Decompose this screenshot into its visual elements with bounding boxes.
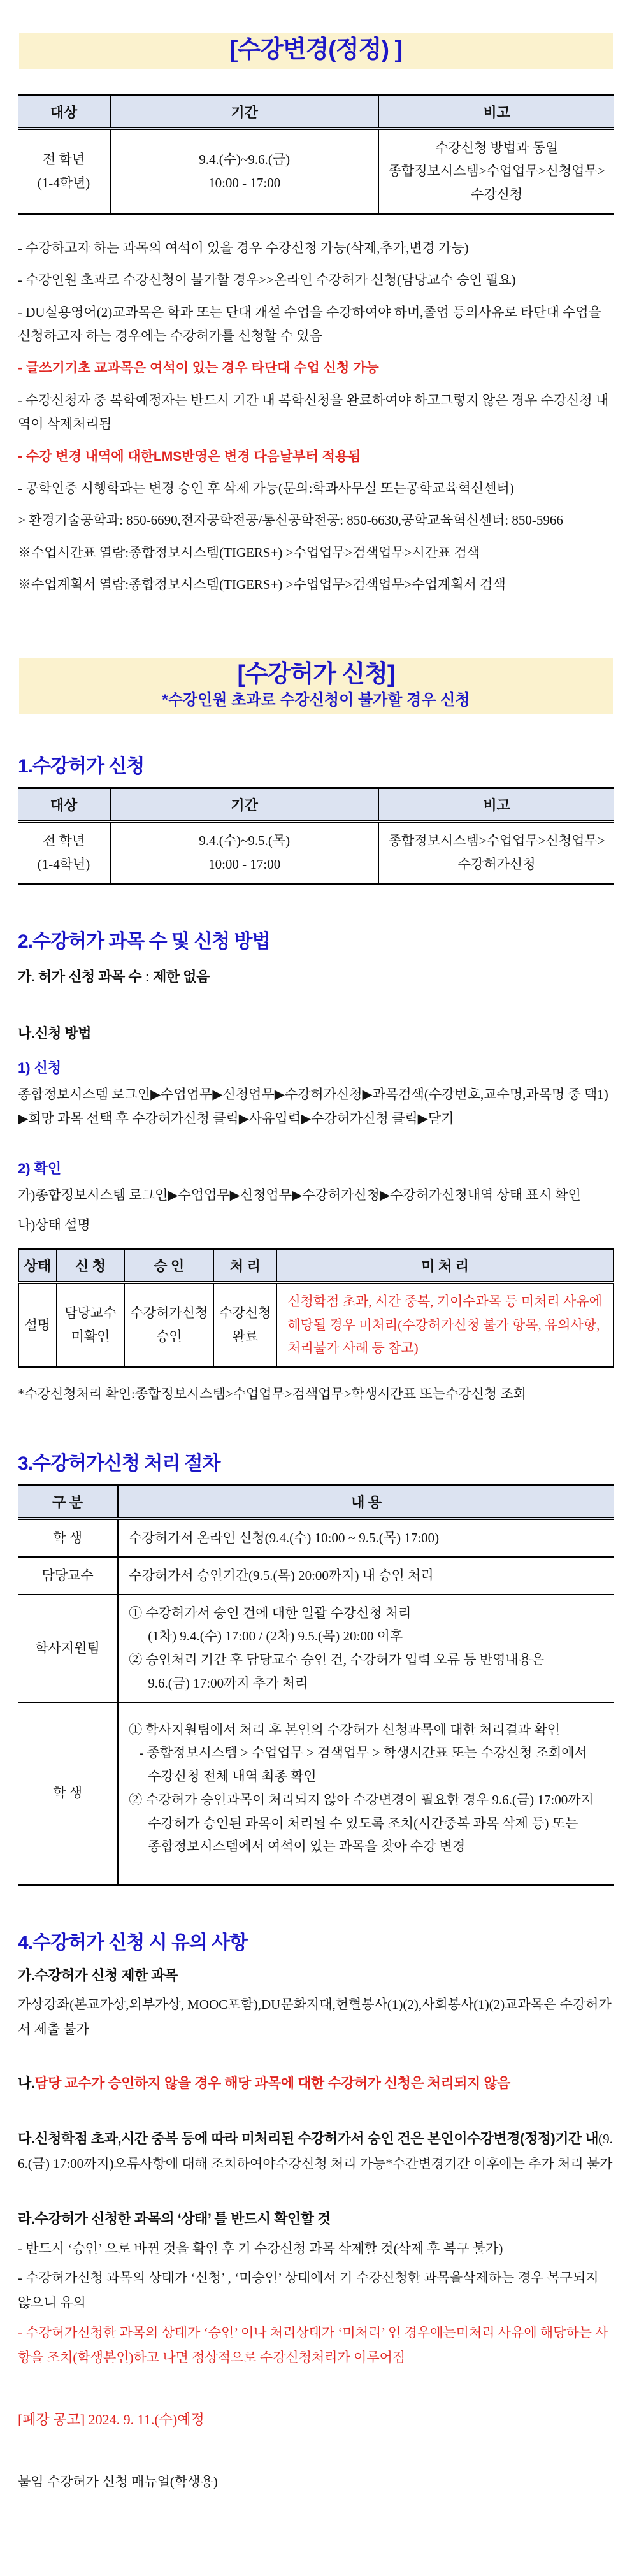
- course-change-notes: [18, 236, 614, 597]
- target-line: (1-4학년): [37, 175, 90, 191]
- process-line: 수강허가서 승인기간(9.5.(목) 20:00까지) 내 승인 처리: [129, 1567, 434, 1583]
- period-line: 10:00 - 17:00: [208, 175, 281, 191]
- process-table-header-row: [18, 1486, 614, 1519]
- section4-sub-c-rest: (9. 6.(금) 17:00까지)오류사항에 대해 조치하여야수강신청 처리 가능*수간변경기간 이후에는 추가 처리 불가: [18, 2131, 613, 2172]
- col-header-target: 대상: [18, 788, 110, 822]
- section2-step1-text: 종합정보시스템 로그인▶수업업무▶신청업무▶수강허가신청▶과목검색(수강번호,교수명,과목명 중 택1)▶희망 과목 선택 후 수강허가신청 클릭▶사유입력▶수강허가신청 클릭▶닫기: [18, 1086, 608, 1127]
- note-cell: [378, 821, 614, 883]
- period-cell: [110, 821, 378, 883]
- permission-period-table: [18, 787, 614, 885]
- note-line: 종합정보시스템>수업업무>신청업무>: [388, 833, 605, 849]
- note-cell: [378, 129, 614, 214]
- note-line: 수강신청 방법과 동일: [435, 140, 559, 156]
- section4-sub-b: [18, 2071, 614, 2095]
- col-header-note: 비고: [378, 95, 614, 129]
- process-line: 수강허가서 온라인 신청(9.4.(수) 10:00 ~ 9.5.(목) 17:00): [129, 1530, 440, 1546]
- process-row-label: 학사지원팀: [18, 1595, 118, 1702]
- period-line: 9.4.(수)~9.6.(금): [199, 152, 291, 168]
- process-row-academic-team: [18, 1595, 614, 1702]
- status-table: [18, 1248, 614, 1368]
- process-line: ② 승인처리 기간 후 담당교수 승인 건, 수강허가 입력 오류 등 반영내용은: [129, 1652, 545, 1668]
- status-process-cell: [213, 1282, 276, 1368]
- process-row-content: [118, 1702, 614, 1885]
- section3-heading: 3.수강허가신청 처리 절차: [18, 1453, 220, 1475]
- section2-sub-b: 나.신청 방법: [18, 1025, 91, 1042]
- status-table-header-row: [18, 1248, 614, 1282]
- section4-sub-c: [18, 2127, 614, 2176]
- col-header-unprocessed: 미 처 리: [276, 1248, 614, 1282]
- process-line: ② 수강허가 승인과목이 처리되지 않아 수강변경이 필요한 경우 9.6.(금) 17:00까지: [129, 1791, 594, 1807]
- process-line: ① 학사지원팀에서 처리 후 본인의 수강허가 신청과목에 대한 처리결과 확인: [129, 1721, 561, 1737]
- process-line: ① 수강허가서 승인 건에 대한 일괄 수강신청 처리: [129, 1605, 412, 1621]
- status-approve-line: 승인: [155, 1329, 182, 1345]
- status-apply-cell: [57, 1282, 124, 1368]
- section2-sub-a: 가. 허가 신청 과목 수 : 제한 없음: [18, 968, 210, 985]
- process-row-student2: [18, 1702, 614, 1885]
- note-line: - 수강신청자 중 복학예정자는 반드시 기간 내 복학신청을 완료하여야 하고그렇지 않은 경우 수강신청 내역이 삭제처리됨: [18, 392, 609, 432]
- status-row-label: 설명: [24, 1317, 51, 1333]
- target-line: 전 학년: [42, 152, 85, 168]
- section4-sub-a: 가.수강허가 신청 제한 과목: [18, 1967, 178, 1984]
- note-line-alert: - 수강 변경 내역에 대한LMS반영은 변경 다음날부터 적용됨: [18, 449, 361, 464]
- col-header-process: 처 리: [213, 1248, 276, 1282]
- section4-d-item-alert: - 수강허가신청한 과목의 상태가 ‘승인’ 이나 처리상태가 ‘미처리’ 인 경우에는미처리 사유에 해당하는 사항을 조치(학생본인)하고 나면 정상적으로 수강신청처리가 이루어짐: [18, 2325, 608, 2365]
- status-apply-line: 미확인: [71, 1329, 110, 1345]
- process-row-label: 학 생: [53, 1530, 83, 1546]
- note-line: ※수업계획서 열람:종합정보시스템(TIGERS+) >수업업무>검색업무>수업계획서 검색: [18, 577, 506, 593]
- note-line: - 공학인증 시행학과는 변경 승인 후 삭제 가능(문의:학과사무실 또는공학교육혁신센터): [18, 480, 514, 496]
- process-row-content: [118, 1519, 614, 1557]
- closure-notice: [폐강 공고] 2024. 9. 11.(수)예정: [18, 2411, 205, 2428]
- col-header-content: 내 용: [118, 1486, 614, 1519]
- note-line: - DU실용영어(2)교과목은 학과 또는 단대 개설 수업을 수강하여야 하며,졸업 등의사유로 타단대 수업을 신청하고자 하는 경우에는 수강허가를 신청할 수 있음: [18, 304, 601, 344]
- course-permission-banner: [19, 658, 613, 714]
- section4-sub-d: 라.수강허가 신청한 과목의 ‘상태’ 틀 반드시 확인할 것: [18, 2211, 331, 2227]
- col-header-state: 상태: [18, 1248, 57, 1282]
- status-unprocessed-cell: 신청학점 초과, 시간 중복, 기이수과목 등 미처리 사유에 해당될 경우 미처리(수강허가신청 불가 항목, 유의사항, 처리불가 사례 등 참고): [276, 1282, 614, 1368]
- section2-step1-label: 1) 신청: [18, 1059, 62, 1076]
- status-process-line: 수강신청: [219, 1305, 271, 1321]
- process-row-content: [118, 1595, 614, 1702]
- section4-sub-c-bold: 다.신청학점 초과,시간 중복 등에 따라 미처리된 수강허가서 승인 건은 본인이수강변경(정정)기간 내: [18, 2131, 599, 2147]
- period-cell: [110, 129, 378, 214]
- process-row-content: [118, 1557, 614, 1595]
- status-approve-cell: [124, 1282, 213, 1368]
- attachment-note: 붙임 수강허가 신청 매뉴얼(학생용): [18, 2474, 218, 2490]
- note-line: - 수강인원 초과로 수강신청이 불가할 경우>>온라인 수강허가 신청(담당교수 승인 필요): [18, 272, 516, 288]
- section2-heading: 2.수강허가 과목 수 및 신청 방법: [18, 930, 270, 952]
- section1-heading: 1.수강허가 신청: [18, 756, 145, 778]
- col-header-apply: 신 청: [57, 1248, 124, 1282]
- process-line: 수강신청 전체 내역 최종 확인: [148, 1769, 317, 1784]
- col-header-period: 기간: [110, 95, 378, 129]
- process-row-student1: [18, 1519, 614, 1557]
- note-line: ※수업시간표 열람:종합정보시스템(TIGERS+) >수업업무>검색업무>시간표 검색: [18, 544, 480, 560]
- status-table-row: [18, 1282, 614, 1368]
- col-header-kind: 구 분: [18, 1486, 118, 1519]
- process-line: 수강허가 승인된 과목이 처리될 수 있도록 조치(시간중복 과목 삭제 등) 또는: [148, 1815, 578, 1831]
- course-permission-banner-subtitle: *수강인원 초과로 수강신청이 불가할 경우 신청: [162, 691, 470, 709]
- note-line: 수강신청: [471, 187, 523, 203]
- course-change-table: [18, 94, 614, 215]
- col-header-note: 비고: [378, 788, 614, 822]
- section4-d-item: - 반드시 ‘승인’ 으로 바뀐 것을 확인 후 기 수강신청 과목 삭제할 것(삭제 후 복구 불가): [18, 2240, 503, 2256]
- section4-heading: 4.수강허가 신청 시 유의 사항: [18, 1932, 248, 1954]
- section4-sub-b-alert: 담당 교수가 승인하지 않을 경우 해당 과목에 대한 수강허가 신청은 처리되지 않음: [34, 2075, 510, 2092]
- section2-step2-b: 나)상태 설명: [18, 1217, 90, 1233]
- status-process-line: 완료: [232, 1329, 259, 1345]
- note-line: - 수강하고자 하는 과목의 여석이 있을 경우 수강신청 가능(삭제,추가,변경 가능): [18, 240, 469, 256]
- note-line-alert: - 글쓰기기초 교과목은 여석이 있는 경우 타단대 수업 신청 가능: [18, 361, 379, 376]
- process-row-label: 학 생: [18, 1702, 118, 1885]
- process-line: 종합정보시스템에서 여석이 있는 과목을 찾아 수강 변경: [148, 1839, 466, 1855]
- section2-footnote: *수강신청처리 확인:종합정보시스템>수업업무>검색업무>학생시간표 또는수강신청 조회: [18, 1386, 526, 1402]
- target-cell: [18, 129, 110, 214]
- process-line: - 종합정보시스템 > 수업업무 > 검색업무 > 학생시간표 또는 수강신청 조회에서: [139, 1745, 587, 1761]
- period-line: 10:00 - 17:00: [208, 857, 281, 872]
- note-line: 수강허가신청: [457, 857, 536, 872]
- section4-sub-a-text: 가상강좌(본교가상,외부가상, MOOC포함),DU문화지대,헌혈봉사(1)(2),사회봉사(1)(2)교과목은 수강허가서 제출 불가: [18, 1997, 612, 2037]
- status-apply-line: 담당교수: [64, 1305, 117, 1321]
- permission-period-row: [18, 821, 614, 883]
- process-row-label: 담당교수: [18, 1557, 118, 1595]
- process-table: [18, 1484, 614, 1886]
- course-change-table-row: [18, 129, 614, 214]
- process-row-professor: [18, 1557, 614, 1595]
- permission-period-header-row: [18, 788, 614, 822]
- status-approve-line: 수강허가신청: [130, 1305, 208, 1321]
- section4-d-item: - 수강허가신청 과목의 상태가 ‘신청’ , ‘미승인’ 상태에서 기 수강신청한 과목을삭제하는 경우 복구되지 않으니 유의: [18, 2270, 599, 2311]
- col-header-approve: 승 인: [124, 1248, 213, 1282]
- course-change-banner: [19, 33, 613, 69]
- period-line: 9.4.(수)~9.5.(목): [199, 833, 291, 849]
- course-change-table-header-row: [18, 95, 614, 129]
- section2-step2-label: 2) 확인: [18, 1161, 62, 1177]
- section2-step2-a: 가)종합정보시스템 로그인▶수업업무▶신청업무▶수강허가신청▶수강허가신청내역 상태 표시 확인: [18, 1187, 581, 1203]
- target-cell: [18, 821, 110, 883]
- note-line: > 환경기술공학과: 850-6690,전자공학전공/통신공학전공: 850-6630,공학교육혁신센터: 850-5966: [18, 512, 563, 528]
- col-header-target: 대상: [18, 95, 110, 129]
- process-line: (1차) 9.4.(수) 17:00 / (2차) 9.5.(목) 20:00 이후: [148, 1628, 403, 1644]
- note-line: 종합정보시스템>수업업무>신청업무>: [388, 163, 605, 179]
- course-permission-banner-title: [수강허가 신청]: [237, 661, 395, 688]
- course-change-banner-title: [수강변경(정정) ]: [229, 36, 403, 63]
- col-header-period: 기간: [110, 788, 378, 822]
- target-line: 전 학년: [42, 833, 85, 849]
- process-line: 9.6.(금) 17:00까지 추가 처리: [148, 1675, 308, 1691]
- target-line: (1-4학년): [37, 857, 90, 872]
- section4-sub-b-prefix: 나.: [18, 2075, 35, 2092]
